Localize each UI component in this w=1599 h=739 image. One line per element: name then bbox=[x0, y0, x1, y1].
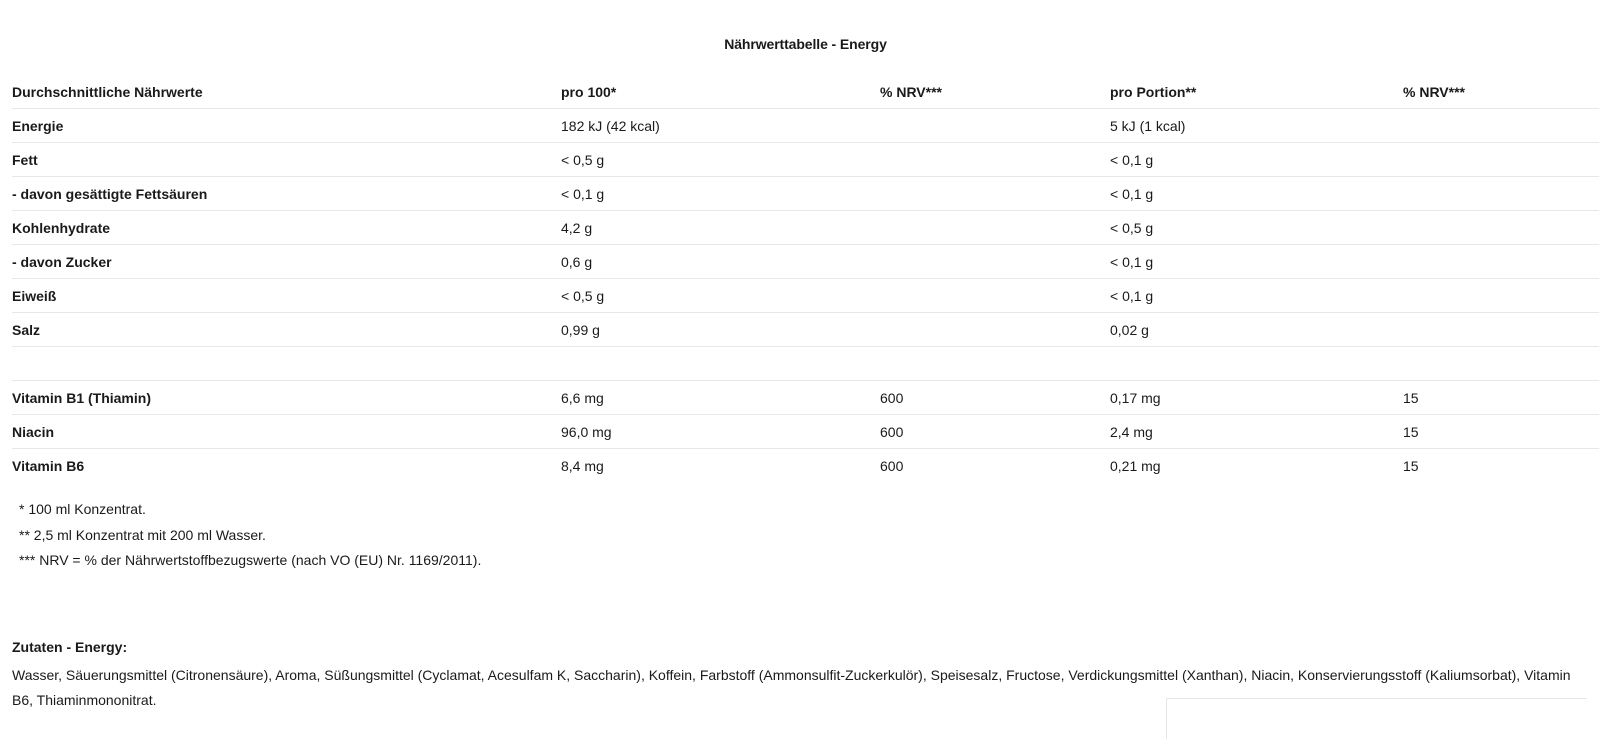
value-per-portion: < 0,5 g bbox=[1110, 211, 1403, 245]
nutrient-name: Salz bbox=[12, 313, 561, 347]
ingredients-title: Zutaten - Energy: bbox=[12, 639, 128, 655]
nrv-per-100 bbox=[880, 279, 1110, 313]
value-per-100: < 0,5 g bbox=[561, 143, 880, 177]
value-per-100: 182 kJ (42 kcal) bbox=[561, 109, 880, 143]
table-row bbox=[12, 313, 1599, 347]
header-per-portion: pro Portion** bbox=[1110, 75, 1403, 109]
value-per-portion: 2,4 mg bbox=[1110, 415, 1403, 449]
nrv-per-portion bbox=[1403, 177, 1599, 211]
value-per-portion: < 0,1 g bbox=[1110, 279, 1403, 313]
nrv-per-100 bbox=[880, 177, 1110, 211]
value-per-100: 4,2 g bbox=[561, 211, 880, 245]
value-per-100: 8,4 mg bbox=[561, 457, 604, 474]
ingredients-text: Wasser, Säuerungsmittel (Citronensäure), Aroma, Süßungsmittel (Cyclamat, Acesulfam K, Saccharin), Koffein, Farbstoff (Ammonsulfit-Zuckerkulör), Speisesalz, Fructose, Verdickungsmittel (Xanthan), Niacin, Konservierungsstoff (Kaliumsorbat), Vitamin B6, Thiaminmononitrat. bbox=[12, 667, 1571, 708]
side-panel-edge bbox=[1166, 698, 1587, 739]
footnotes bbox=[19, 497, 481, 574]
table-row bbox=[12, 245, 1599, 279]
header-per-100: pro 100* bbox=[561, 75, 880, 109]
table-header-row bbox=[12, 75, 1599, 109]
header-nrv-100: % NRV*** bbox=[880, 75, 1110, 109]
nrv-per-100 bbox=[880, 143, 1110, 177]
nrv-per-100 bbox=[880, 109, 1110, 143]
table-title: Nährwerttabelle - Energy bbox=[724, 36, 887, 52]
nrv-per-portion: 15 bbox=[1403, 415, 1599, 449]
value-per-100: < 0,5 g bbox=[561, 279, 880, 313]
value-per-100: 96,0 mg bbox=[561, 415, 880, 449]
nrv-per-100 bbox=[880, 313, 1110, 347]
value-per-100: 6,6 mg bbox=[561, 381, 880, 415]
nrv-per-portion bbox=[1403, 347, 1599, 381]
nutrient-name: Vitamin B6 bbox=[12, 457, 85, 474]
value-per-100: < 0,1 g bbox=[561, 177, 880, 211]
nrv-per-portion bbox=[1403, 245, 1599, 279]
value-per-100 bbox=[561, 347, 880, 381]
nutrition-table bbox=[12, 75, 1599, 482]
nrv-per-portion: 15 bbox=[1403, 381, 1599, 415]
table-row bbox=[12, 415, 1599, 449]
nutrient-name: Kohlenhydrate bbox=[12, 211, 561, 245]
nutrient-name bbox=[12, 347, 561, 381]
header-nutrient: Durchschnittliche Nährwerte bbox=[12, 75, 561, 109]
nutrient-name: Niacin bbox=[12, 415, 561, 449]
nutrient-name: - davon Zucker bbox=[12, 245, 561, 279]
table-row bbox=[12, 177, 1599, 211]
value-per-portion bbox=[1110, 347, 1403, 381]
value-per-portion: < 0,1 g bbox=[1110, 177, 1403, 211]
value-per-portion: < 0,1 g bbox=[1110, 245, 1403, 279]
nrv-per-portion bbox=[1403, 211, 1599, 245]
nrv-per-100: 600 bbox=[880, 415, 1110, 449]
nrv-per-100: 600 bbox=[880, 457, 904, 474]
nrv-per-portion: 15 bbox=[1403, 457, 1419, 474]
nrv-per-100 bbox=[880, 245, 1110, 279]
value-per-portion: < 0,1 g bbox=[1110, 143, 1403, 177]
nrv-per-100: 600 bbox=[880, 381, 1110, 415]
nutrient-name: Energie bbox=[12, 109, 561, 143]
footnote-nrv: *** NRV = % der Nährwertstoffbezugswerte (nach VO (EU) Nr. 1169/2011). bbox=[19, 552, 482, 568]
table-row bbox=[12, 449, 1599, 483]
table-row-spacer bbox=[12, 347, 1599, 381]
value-per-portion: 0,17 mg bbox=[1110, 381, 1403, 415]
footnote-per-100: * 100 ml Konzentrat. bbox=[19, 501, 146, 517]
nrv-per-100 bbox=[880, 347, 1110, 381]
table-row bbox=[12, 109, 1599, 143]
header-nrv-portion: % NRV*** bbox=[1403, 75, 1599, 109]
nrv-per-portion bbox=[1403, 143, 1599, 177]
value-per-portion: 0,21 mg bbox=[1110, 457, 1161, 474]
nutrient-name: Vitamin B1 (Thiamin) bbox=[12, 381, 561, 415]
value-per-portion: 0,02 g bbox=[1110, 313, 1403, 347]
nrv-per-100 bbox=[880, 211, 1110, 245]
nrv-per-portion bbox=[1403, 279, 1599, 313]
value-per-portion: 5 kJ (1 kcal) bbox=[1110, 109, 1403, 143]
table-row bbox=[12, 279, 1599, 313]
table-row bbox=[12, 381, 1599, 415]
nutrient-name: Eiweiß bbox=[12, 279, 561, 313]
table-row bbox=[12, 143, 1599, 177]
nrv-per-portion bbox=[1403, 109, 1599, 143]
value-per-100: 0,99 g bbox=[561, 313, 880, 347]
footnote-per-portion: ** 2,5 ml Konzentrat mit 200 ml Wasser. bbox=[19, 526, 266, 543]
value-per-100: 0,6 g bbox=[561, 245, 880, 279]
table-row bbox=[12, 211, 1599, 245]
nrv-per-portion bbox=[1403, 313, 1599, 347]
nutrient-name: - davon gesättigte Fettsäuren bbox=[12, 177, 561, 211]
nutrient-name: Fett bbox=[12, 143, 561, 177]
